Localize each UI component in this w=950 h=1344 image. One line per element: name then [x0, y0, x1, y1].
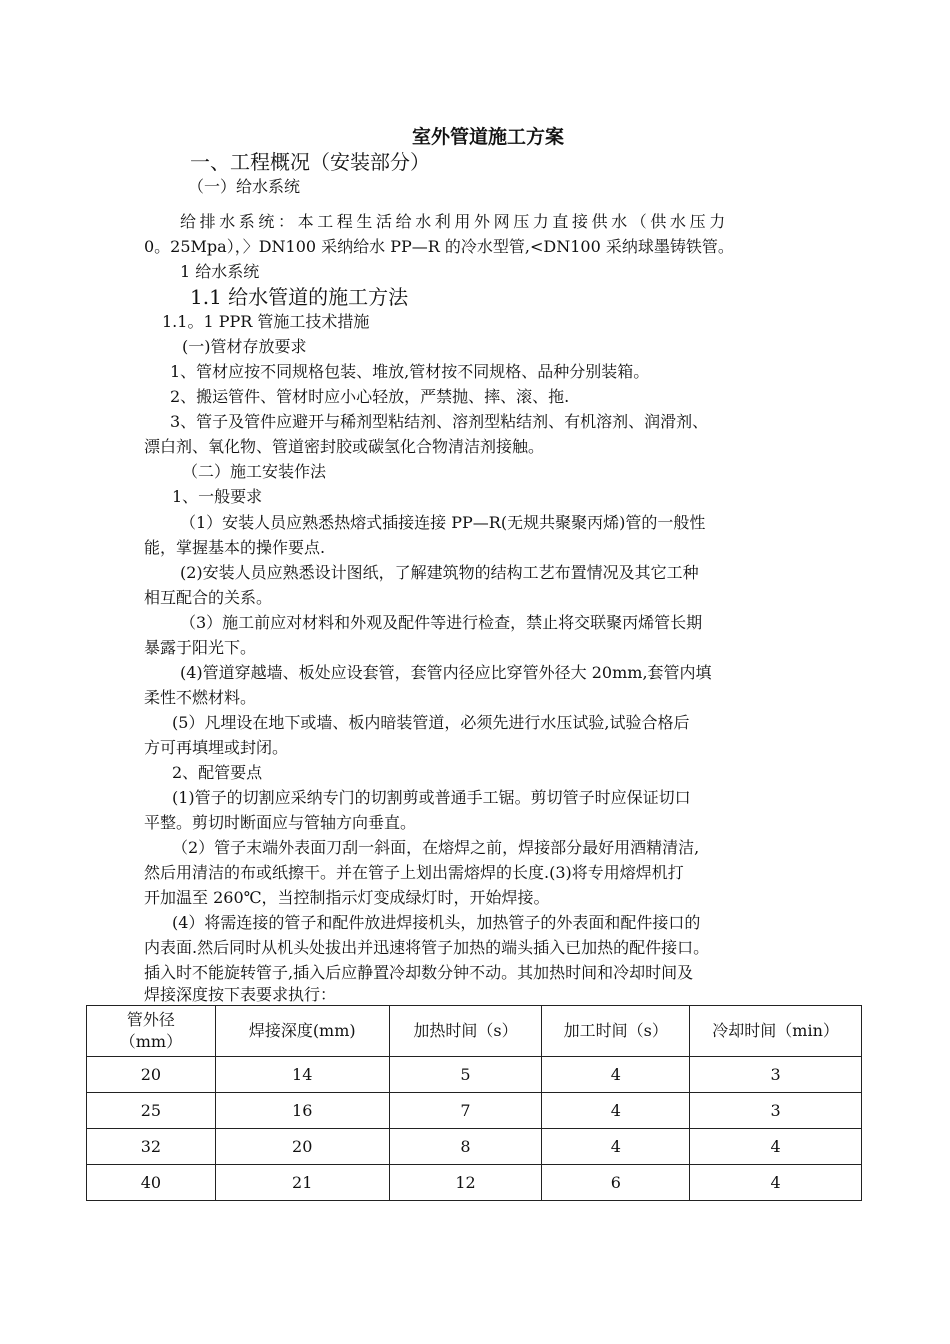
subheading-storage: (一)管材存放要求: [182, 337, 307, 356]
table-cell: 4: [542, 1129, 690, 1165]
subheading-installation: （二）施工安装作法: [182, 462, 327, 481]
paragraph-line: （1）安装人员应熟悉热熔式插接连接 PP—R(无规共聚聚丙烯)管的一般性: [180, 513, 706, 532]
paragraph-line: 3、管子及管件应避开与稀剂型粘结剂、溶剂型粘结剂、有机溶剂、润滑剂、: [170, 412, 709, 431]
table-header-row: [87, 1006, 862, 1057]
paragraph-line: 内表面.然后同时从机头处拔出并迅速将管子加热的端头插入已加热的配件接口。: [144, 938, 710, 957]
table-row: [87, 1093, 862, 1129]
paragraph-line: （2）管子末端外表面刀刮一斜面，在熔焊之前，焊接部分最好用酒精清洁,: [172, 838, 700, 857]
table-cell: 4: [542, 1057, 690, 1093]
item-heading-large: 1.1 给水管道的施工方法: [190, 285, 409, 309]
table-cell: 3: [690, 1093, 862, 1129]
table-cell: 5: [389, 1057, 542, 1093]
table-row: [87, 1057, 862, 1093]
paragraph-line: 开加温至 260℃，当控制指示灯变成绿灯时，开始焊接。: [144, 888, 550, 907]
header-unit: （mm）: [119, 1032, 183, 1051]
paragraph-line: (5）凡埋设在地下或墙、板内暗装管道，必须先进行水压试验,试验合格后: [172, 713, 690, 732]
paragraph-line: 2、搬运管件、管材时应小心轻放，严禁抛、摔、滚、拖.: [170, 387, 570, 406]
document-title: 室外管道施工方案: [412, 126, 565, 148]
header-pipe-diameter: [87, 1006, 216, 1057]
table-cell: 40: [87, 1165, 216, 1201]
table-cell: 14: [215, 1057, 389, 1093]
header-heat-time: 加热时间（s）: [389, 1006, 542, 1057]
paragraph-line: (2)安装人员应熟悉设计图纸，了解建筑物的结构工艺布置情况及其它工种: [180, 563, 699, 582]
paragraph-line: 方可再填埋或封闭。: [144, 738, 289, 757]
paragraph-line: 1、管材应按不同规格包装、堆放,管材按不同规格、品种分别装箱。: [170, 362, 650, 381]
table-cell: 25: [87, 1093, 216, 1129]
item-heading: 1 给水系统: [180, 262, 260, 281]
header-label: 管外径: [126, 1010, 175, 1029]
table-cell: 3: [690, 1057, 862, 1093]
table-cell: 6: [542, 1165, 690, 1201]
table-cell: 7: [389, 1093, 542, 1129]
paragraph-line: 暴露于阳光下。: [144, 638, 257, 657]
subsection-heading-water-supply: （一）给水系统: [188, 177, 301, 196]
header-cool-time: 冷却时间（min）: [690, 1006, 862, 1057]
item-heading: 1.1。1 PPR 管施工技术措施: [162, 312, 370, 331]
subheading-general: 1、一般要求: [172, 487, 263, 506]
table-cell: 12: [389, 1165, 542, 1201]
paragraph-line: (4）将需连接的管子和配件放进焊接机头，加热管子的外表面和配件接口的: [172, 913, 701, 932]
table-row: [87, 1165, 862, 1201]
paragraph-line: (1)管子的切割应采纳专门的切割剪或普通手工锯。剪切管子时应保证切口: [172, 788, 691, 807]
table-cell: 4: [542, 1093, 690, 1129]
welding-parameters-table: [86, 1005, 862, 1201]
table-cell: 20: [87, 1057, 216, 1093]
header-weld-depth: 焊接深度(mm): [215, 1006, 389, 1057]
paragraph-line: （3）施工前应对材料和外观及配件等进行检查，禁止将交联聚丙烯管长期: [180, 613, 703, 632]
table-cell: 4: [690, 1129, 862, 1165]
paragraph-line: 然后用清洁的布或纸擦干。并在管子上划出需熔焊的长度.(3)将专用熔焊机打: [144, 863, 684, 882]
paragraph-line: 能，掌握基本的操作要点.: [144, 538, 326, 557]
header-process-time: 加工时间（s）: [542, 1006, 690, 1057]
paragraph-line: 0。25Mpa），〉DN100 采纳给水 PP—R 的冷水型管,<DN100 采纳球墨铸铁管。: [144, 237, 734, 256]
table-cell: 32: [87, 1129, 216, 1165]
section-heading-overview: 一、工程概况（安装部分）: [190, 150, 430, 174]
table-cell: 4: [690, 1165, 862, 1201]
paragraph-line: 相互配合的关系。: [144, 588, 273, 607]
paragraph-line: 平整。剪切时断面应与管轴方向垂直。: [144, 813, 417, 832]
table-cell: 20: [215, 1129, 389, 1165]
table-row: [87, 1129, 862, 1165]
paragraph-line: 漂白剂、氧化物、管道密封胶或碳氢化合物清洁剂接触。: [144, 437, 545, 456]
table-cell: 16: [215, 1093, 389, 1129]
table-cell: 21: [215, 1165, 389, 1201]
paragraph-line: 插入时不能旋转管子,插入后应静置冷却数分钟不动。其加热时间和冷却时间及: [144, 963, 694, 982]
subheading-pipe: 2、配管要点: [172, 763, 263, 782]
paragraph-line: (4)管道穿越墙、板处应设套管，套管内径应比穿管外径大 20mm,套管内填: [180, 663, 712, 682]
paragraph-line: 柔性不燃材料。: [144, 688, 257, 707]
paragraph-line: 给排水系统：本工程生活给水利用外网压力直接供水（供水压力: [180, 212, 729, 231]
table-cell: 8: [389, 1129, 542, 1165]
paragraph-line: 焊接深度按下表要求执行：: [144, 985, 337, 1004]
